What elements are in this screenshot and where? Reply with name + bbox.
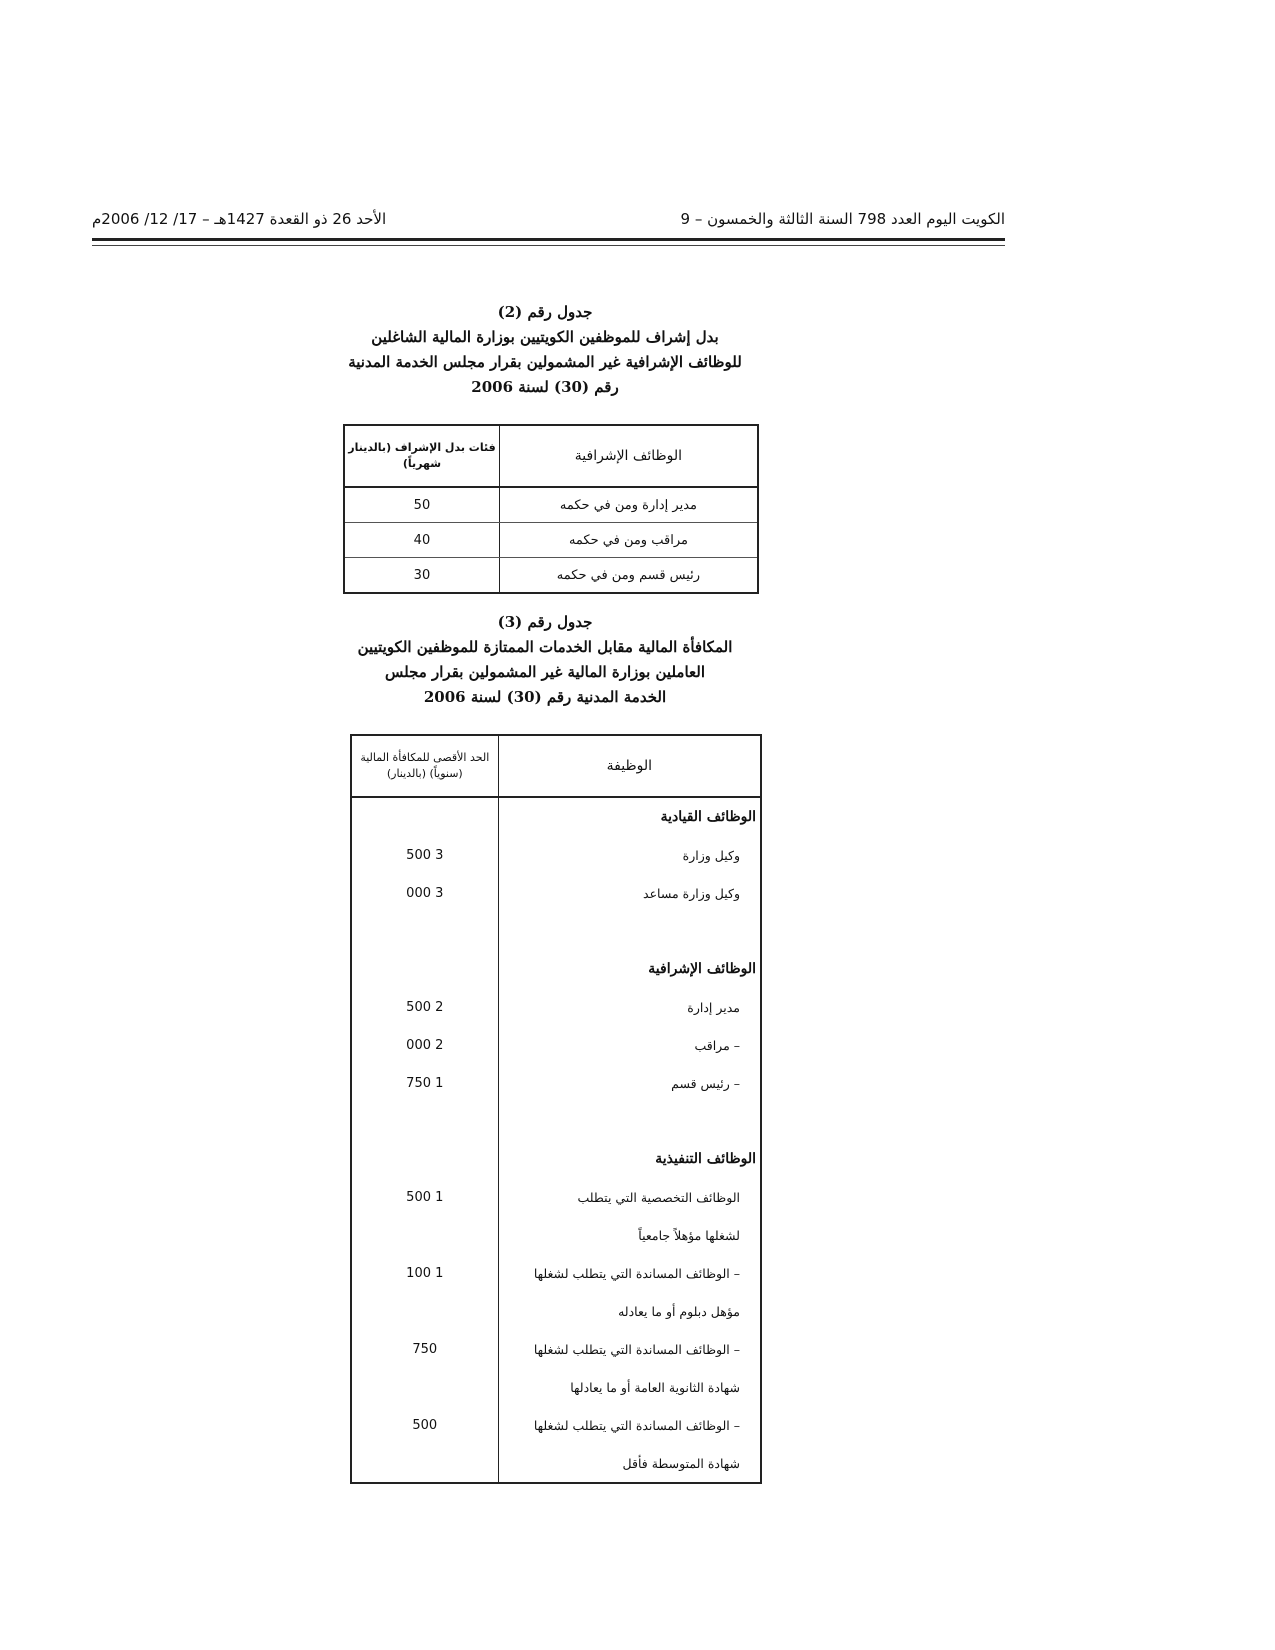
category-label: الوظائف الإشرافية (498, 950, 761, 988)
table3-caption (300, 610, 790, 710)
column-header-job: الوظائف الإشرافية (499, 425, 758, 487)
excellence-reward-table (350, 734, 762, 1484)
table-header-row (351, 735, 761, 797)
table3-caption-line: المكافأة المالية مقابل الخدمات الممتازة للموظفين الكويتيين (357, 638, 733, 656)
job-cell: مراقب ومن في حكمه (499, 523, 758, 558)
table-row (351, 874, 761, 912)
value-cell: 2 500 (351, 988, 498, 1026)
table2-caption-line: بدل إشراف للموظفين الكويتيين بوزارة المالية الشاغلين (371, 328, 719, 346)
job-cell: رئيس قسم ومن في حكمه (499, 558, 758, 594)
table-row-continuation (351, 1292, 761, 1330)
spacer-row (351, 912, 761, 950)
table-header-row (344, 425, 758, 487)
job-cell: – رئيس قسم (498, 1064, 761, 1102)
table2-caption-line: رقم (30) لسنة 2006 (471, 378, 619, 396)
table-row-continuation (351, 1368, 761, 1406)
category-label: الوظائف القيادية (498, 797, 761, 836)
header-rule-thick (92, 238, 1005, 241)
table-row-continuation (351, 1444, 761, 1483)
job-cell: وكيل وزارة مساعد (498, 874, 761, 912)
table-row (351, 1254, 761, 1292)
value-cell: 1 500 (351, 1178, 498, 1216)
job-cell: لشغلها مؤهلاً جامعياً (498, 1216, 761, 1254)
table-row (351, 1330, 761, 1368)
table2-caption-line: جدول رقم (2) (497, 303, 593, 321)
value-cell: 50 (344, 487, 499, 523)
table3-caption-line: العاملين بوزارة المالية غير المشمولين بقرار مجلس (384, 663, 705, 681)
table2-caption (300, 300, 790, 400)
table-row (351, 1406, 761, 1444)
header-issue-info: الكويت اليوم العدد 798 السنة الثالثة والخمسون – 9 (680, 210, 1005, 228)
category-row (351, 797, 761, 836)
job-cell: الوظائف التخصصية التي يتطلب (498, 1178, 761, 1216)
job-cell: – الوظائف المساندة التي يتطلب لشغلها (498, 1254, 761, 1292)
value-cell: 30 (344, 558, 499, 594)
job-cell: مؤهل دبلوم أو ما يعادله (498, 1292, 761, 1330)
table-row (344, 558, 758, 594)
job-cell: – الوظائف المساندة التي يتطلب لشغلها (498, 1406, 761, 1444)
value-cell: 40 (344, 523, 499, 558)
value-cell: 750 (351, 1330, 498, 1368)
value-cell: 3 500 (351, 836, 498, 874)
table-row (351, 1064, 761, 1102)
spacer-row (351, 1102, 761, 1140)
job-cell: مدير إدارة ومن في حكمه (499, 487, 758, 523)
value-cell: 1 750 (351, 1064, 498, 1102)
job-cell: شهادة المتوسطة فأقل (498, 1444, 761, 1483)
job-cell: مدير إدارة (498, 988, 761, 1026)
header-rule-thin (92, 245, 1005, 246)
table2-caption-line: للوظائف الإشرافية غير المشمولين بقرار مجلس الخدمة المدنية (348, 353, 742, 371)
value-cell: 500 (351, 1406, 498, 1444)
column-header-max-reward: الحد الأقصى للمكافأة المالية (سنوياً) (بالدينار) (351, 735, 498, 797)
table3-caption-line: جدول رقم (3) (497, 613, 593, 631)
value-cell: 1 100 (351, 1254, 498, 1292)
job-cell: شهادة الثانوية العامة أو ما يعادلها (498, 1368, 761, 1406)
column-header-allowance: فئات بدل الإشراف (بالدينار شهرياً) (344, 425, 499, 487)
value-cell: 3 000 (351, 874, 498, 912)
table-row (344, 487, 758, 523)
job-cell: – الوظائف المساندة التي يتطلب لشغلها (498, 1330, 761, 1368)
job-cell: – مراقب (498, 1026, 761, 1064)
table-row (351, 1026, 761, 1064)
table-row (351, 988, 761, 1026)
value-cell: 2 000 (351, 1026, 498, 1064)
table3-caption-line: الخدمة المدنية رقم (30) لسنة 2006 (423, 688, 667, 706)
category-row (351, 1140, 761, 1178)
category-label: الوظائف التنفيذية (498, 1140, 761, 1178)
table-row (351, 836, 761, 874)
table-row-continuation (351, 1216, 761, 1254)
job-cell: وكيل وزارة (498, 836, 761, 874)
table-row (351, 1178, 761, 1216)
column-header-job: الوظيفة (498, 735, 761, 797)
category-row (351, 950, 761, 988)
header-date: الأحد 26 ذو القعدة 1427هـ – 17/ 12/ 2006م (92, 210, 387, 228)
table-row (344, 523, 758, 558)
supervision-allowance-table (343, 424, 759, 594)
